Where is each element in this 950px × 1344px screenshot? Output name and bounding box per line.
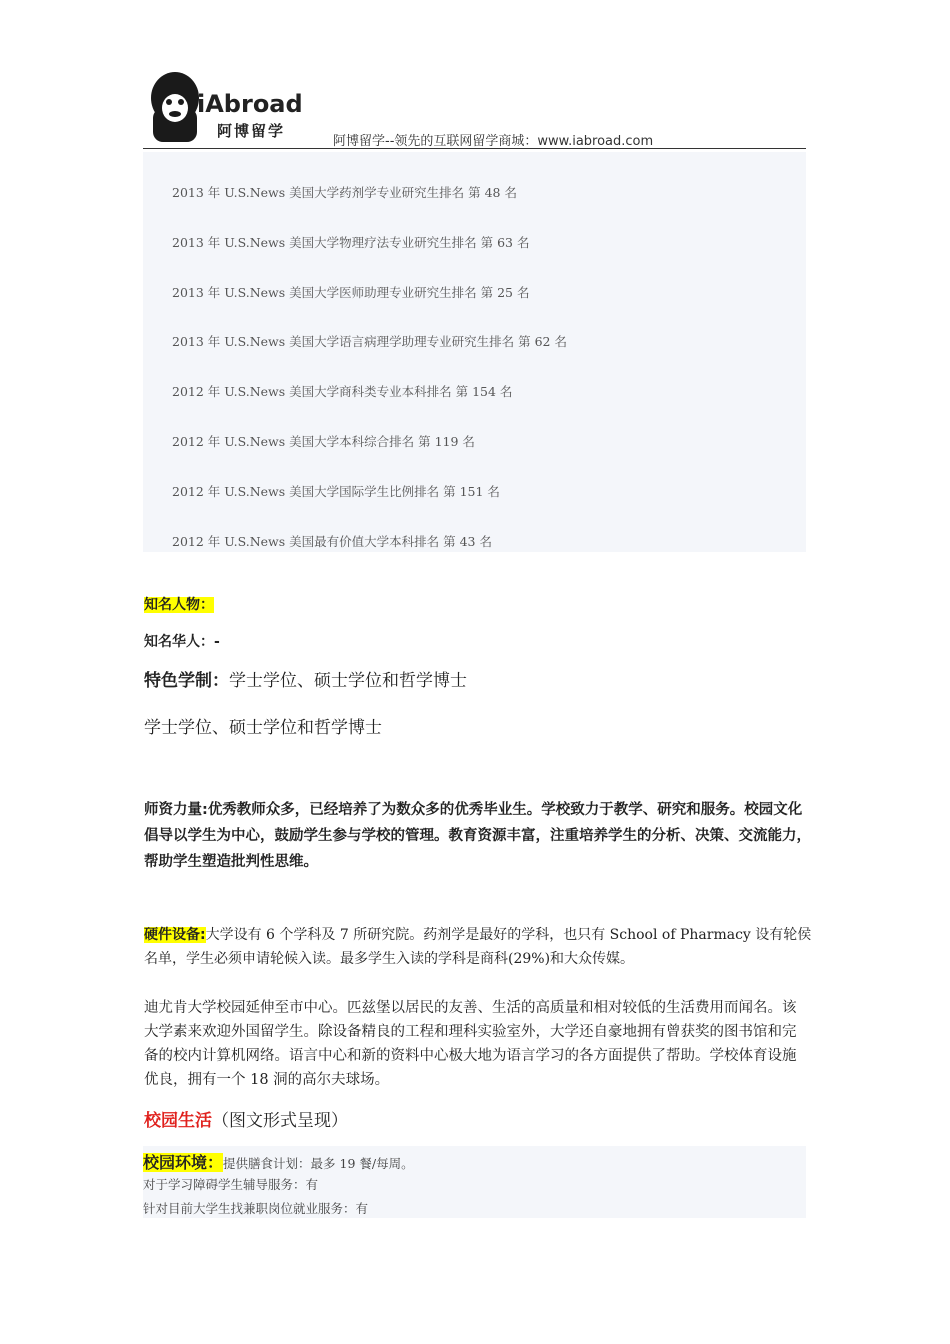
ranking-item: 2013 年 U.S.News 美国大学语言病理学助理专业研究生排名 第 62 名: [172, 334, 567, 349]
header-tagline: 阿博留学--领先的互联网留学商城：www.iabroad.com: [333, 134, 654, 149]
ranking-item: 2012 年 U.S.News 美国大学国际学生比例排名 第 151 名: [172, 484, 500, 499]
program-value: 学士学位、硕士学位和哲学博士: [229, 671, 467, 691]
logo-wordmark: iAbroad: [197, 90, 303, 118]
ranking-item: 2012 年 U.S.News 美国大学本科综合排名 第 119 名: [172, 434, 475, 449]
campus-life-subtitle: （图文形式呈现）: [212, 1111, 348, 1131]
environment-item: [143, 1150, 414, 1173]
environment-item: 对于学习障碍学生辅导服务：有: [143, 1177, 319, 1192]
ranking-item: 2013 年 U.S.News 美国大学药剂学专业研究生排名 第 48 名: [172, 185, 517, 200]
hardware-label: 硬件设备:: [144, 927, 206, 943]
iabroad-logo: [147, 66, 327, 146]
header-divider: [143, 148, 806, 149]
campus-environment-panel: [143, 1146, 806, 1218]
environment-label: 校园环境：: [143, 1153, 224, 1172]
campus-description: 迪尤肯大学校园延伸至市中心。匹兹堡以居民的友善、生活的高质量和相对较低的生活费用而闻名。该大学素来欢迎外国留学生。除设备精良的工程和理科实验室外，大学还自豪地拥有曾获奖的图书馆和完备的校内计算机网络。语言中心和新的资料中心极大地为语言学习的各方面提供了帮助。学校体育设施优良，拥有一个 18 洞的高尔夫球场。: [144, 1000, 797, 1088]
environment-item-text: 提供膳食计划：最多 19 餐/每周。: [223, 1156, 414, 1171]
faculty-text: 优秀教师众多，已经培养了为数众多的优秀毕业生。学校致力于教学、研究和服务。校园文化倡导以学生为中心，鼓励学生参与学校的管理。教育资源丰富，注重培养学生的分析、决策、交流能力，帮助学生塑造批判性思维。: [144, 802, 811, 870]
environment-item: 针对目前大学生找兼职岗位就业服务：有: [143, 1201, 369, 1216]
hardware-text: 大学设有 6 个学科及 7 所研究院。药剂学是最好的学科，也只有 School of Pharmacy 设有轮侯名单，学生必须申请轮候入读。最多学生入读的学科是商科(29%)和大众传媒。: [144, 927, 812, 967]
faculty-label: 师资力量:: [144, 802, 208, 818]
ranking-item: 2012 年 U.S.News 美国最有价值大学本科排名 第 43 名: [172, 534, 492, 549]
program-line: [144, 666, 467, 691]
ranking-item: 2013 年 U.S.News 美国大学医师助理专业研究生排名 第 25 名: [172, 285, 530, 300]
famous-people-heading: [144, 594, 214, 614]
famous-people-label: 知名人物：: [144, 597, 214, 613]
hardware-paragraph: [144, 923, 816, 971]
faculty-paragraph: [144, 797, 816, 875]
campus-life-title: 校园生活: [144, 1111, 212, 1131]
page-header: [143, 66, 806, 150]
ranking-item: 2013 年 U.S.News 美国大学物理疗法专业研究生排名 第 63 名: [172, 235, 530, 250]
campus-life-heading: [144, 1106, 348, 1131]
ranking-item: 2012 年 U.S.News 美国大学商科类专业本科排名 第 154 名: [172, 384, 513, 399]
rankings-panel: [143, 152, 806, 552]
logo-subtitle: 阿博留学: [217, 122, 286, 140]
famous-chinese: 知名华人：-: [144, 634, 220, 650]
program-repeat: 学士学位、硕士学位和哲学博士: [144, 718, 382, 738]
program-label: 特色学制：: [144, 671, 229, 691]
